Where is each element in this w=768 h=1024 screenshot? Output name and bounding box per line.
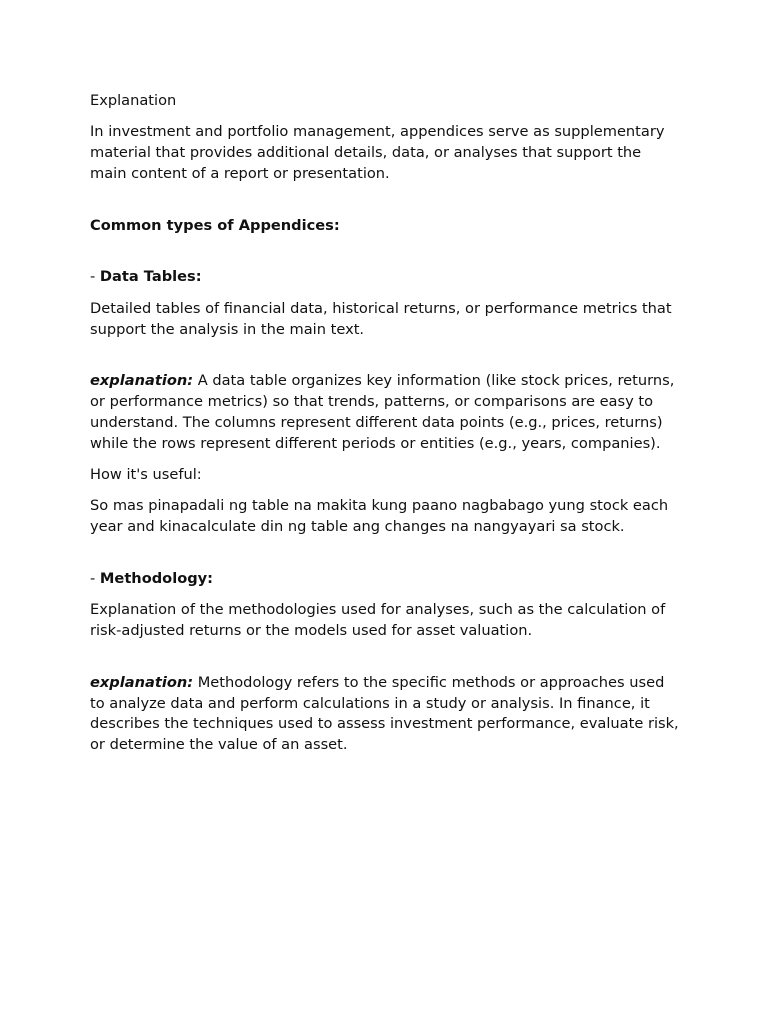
explanation-paragraph — [90, 371, 682, 454]
useful-text: So mas pinapadali ng table na makita kung paano nagbabago yung stock each year and kinacalculate din ng table ang changes na nangyayari sa stock. — [90, 497, 669, 536]
useful-label: How it's useful: — [90, 466, 202, 484]
explanation-label: explanation: — [90, 372, 194, 390]
section-heading-data-tables — [90, 267, 682, 288]
section-dash: - — [90, 569, 100, 587]
section-description: Detailed tables of financial data, historical returns, or performance metrics that support the analysis in the main text. — [90, 299, 672, 338]
common-types-title: Common types of Appendices: — [90, 216, 340, 234]
section-title: Data Tables: — [99, 268, 202, 286]
document-heading: Explanation — [90, 92, 177, 109]
explanation-paragraph — [90, 673, 682, 756]
section-description: Explanation of the methodologies used for analyses, such as the calculation of risk-adjusted returns or the models used for asset valuation. — [90, 601, 666, 640]
intro-paragraph: In investment and portfolio management, appendices serve as supplementary material that provides additional details, data, or analyses that support the main content of a report or presentation. — [90, 123, 665, 182]
section-dash: - — [90, 268, 100, 286]
section-title: Methodology: — [99, 569, 214, 587]
explanation-text: A data table organizes key information (like stock prices, returns, or performance metrics) so that trends, patterns, or comparisons are easy to understand. The columns represent different data points (e.g., prices, returns) while the rows represent different periods or entities (e.g., years, companies). — [90, 372, 675, 452]
section-heading-methodology — [90, 569, 682, 590]
document-page — [90, 91, 682, 756]
explanation-label: explanation: — [90, 673, 194, 691]
explanation-text: Methodology refers to the specific methods or approaches used to analyze data and perform calculations in a study or analysis. In finance, it describes the techniques used to assess investment performance, evaluate risk, or determine the value of an asset. — [90, 673, 679, 754]
